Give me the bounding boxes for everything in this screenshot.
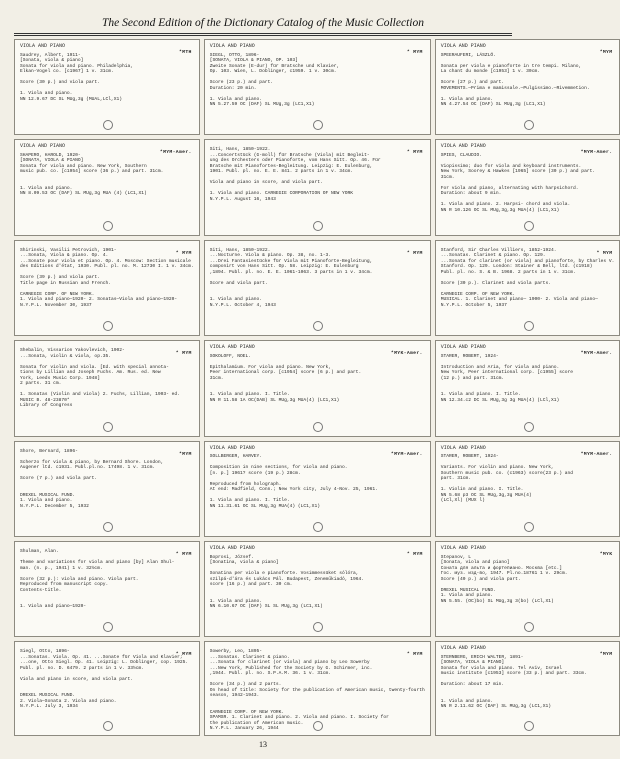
card-line: [SONATA, VIOLA & PIANO] xyxy=(20,158,84,164)
card-line: ...Concertstück (G-moll) für Bratsche (Viola) mit Begleit- xyxy=(209,152,370,158)
card-line: Theme and variations for viola and piano [by] Alan Shul- xyxy=(20,560,175,566)
card-line: [Sonatina, viola & piano] xyxy=(209,560,279,566)
card-call-number: * MYM xyxy=(406,250,423,256)
card-punch-hole xyxy=(103,721,113,731)
card-call-number: *MYM-Amer. xyxy=(159,150,192,156)
card-punch-hole xyxy=(313,622,323,632)
card-punch-hole xyxy=(524,321,534,331)
catalog-card xyxy=(204,240,431,336)
card-punch-hole xyxy=(103,321,113,331)
card-line: Viola and piano in score, and viola part. xyxy=(20,676,134,682)
card-punch-hole xyxy=(524,221,534,231)
card-line: NN 6.10.67 OC (DAF) SL SL MUg,3g (LC1,X1) xyxy=(209,604,323,610)
card-line: Score (30 p.) and viola part. xyxy=(20,80,100,85)
catalog-card xyxy=(435,240,620,336)
card-line: On head of title: Society for the publication of American music, twenty-fourth xyxy=(209,687,425,693)
card-line: ...one, Otto Siegl. Op. 41. Leipzig: L. Doblinger, cop. 1925. xyxy=(20,660,189,666)
card-line: music pub. co. [c1954] score (36 p.) and part. 31cm. xyxy=(20,169,164,175)
card-line: ...Sonate pour viola et piano. Op. 4. Moscow: Section musicale xyxy=(20,258,191,264)
card-line: [n. p.] 1961? score (19 p.) 28cm. xyxy=(209,470,301,476)
card-body xyxy=(210,354,425,404)
card-line: Shulman, Alan. xyxy=(20,549,59,555)
card-line: NN 5.27.59 OC (DAF) SL MUg,3g (LC1,X1) xyxy=(209,102,315,107)
card-line: Augener ltd. c1931. Publ.pl.no. 17498. 1 v. 31cm. xyxy=(20,465,156,471)
card-line: [SONATA, VIOLA & PIANO] xyxy=(440,660,505,666)
card-body xyxy=(20,348,194,409)
card-punch-hole xyxy=(103,120,113,130)
card-line: 1. Sonatas (Violin and viola) 2. Fuchs, Lillian, 1903- ed. xyxy=(20,392,180,398)
card-line: MUSIC B. 48-23870* xyxy=(20,397,70,403)
card-line: componirt von Hans Sitt. Op. 58. Leipzig: E. Eulenburg xyxy=(209,264,359,270)
card-line: 1. Viola and piano. xyxy=(440,593,494,599)
card-line: 1901. Publ. pl. no. E. E. 841. 2 parts in 1 v. 34cm. xyxy=(209,169,354,175)
card-line: szilpá-d'ára és Lukács Pál. Budapest, Zeneműkiadó, 1964. xyxy=(209,576,365,582)
card-line: Shore, Bernard, 1896- xyxy=(20,448,78,454)
card-heading: VIOLA AND PIANO xyxy=(440,143,486,150)
card-line: Siegl, Otto, 1896- xyxy=(20,649,70,655)
card-line: NN R 11.58 1A OC(DAB) SL MUg,3g MUA(4) (LC1,X1) xyxy=(209,397,340,403)
card-line: Introduction and Aria, for viola and piano. xyxy=(440,364,560,370)
card-line: CARNEGIE CORP. OF NEW YORK. xyxy=(209,709,285,715)
card-line: music institute [c1953] score (33 p.) and part. 33cm. xyxy=(440,671,587,677)
card-body xyxy=(210,555,425,610)
card-line: [Sonata, viola and piano] xyxy=(440,560,510,566)
card-line: NN 4.27.54 OC (DAF) SL MUg,3g (LC1,X1) xyxy=(440,102,546,107)
card-line: ...Sonatas. Clarinet & piano. xyxy=(209,654,290,660)
card-call-number: * MYM xyxy=(175,351,192,357)
card-line: N.Y.P.L. January 26, 1944 xyxy=(209,726,279,732)
card-line: Sonata per viola e pianoforte in tre tempi. Milano, xyxy=(440,63,582,69)
card-punch-hole xyxy=(313,221,323,231)
card-punch-hole xyxy=(103,622,113,632)
card-call-number: *MYM-Amer. xyxy=(580,451,613,457)
card-line: ...Sonatas. Viola. Op. 41. ...Sonate für Viola und Klavier; xyxy=(20,654,183,660)
page-header: The Second Edition of the Dictionary Catalog of the Music Collection xyxy=(102,17,424,29)
catalog-card xyxy=(14,441,200,537)
card-punch-hole xyxy=(524,422,534,432)
card-line: STERNBERG, ERICH WALTER, 1891- xyxy=(440,654,524,660)
card-line: Title page in Russian and French. xyxy=(20,280,111,286)
card-heading: VIOLA AND PIANO xyxy=(20,143,66,150)
card-line: CARNEGIE CORP. OF NEW YORK. xyxy=(20,291,95,297)
card-line: 31cm. xyxy=(209,375,224,381)
card-body xyxy=(441,655,615,710)
card-line: NN R 2.11.62 OC (DAF) SL MUg,3g (LC1,X1) xyxy=(440,704,551,710)
card-body xyxy=(20,53,194,103)
catalog-card xyxy=(14,541,200,637)
card-line: DREXEL MUSICAL FUND. xyxy=(440,587,496,593)
card-line: Viola and piano in score, and viola part. xyxy=(209,180,323,186)
card-line: Score and viola part. xyxy=(209,280,268,286)
card-line: MOVEMENTS.—Prima e mamissale.—Pulgissimo.—Rivemmetion. xyxy=(440,85,590,91)
card-body xyxy=(441,248,615,309)
card-line: season, 1942-1943. xyxy=(209,693,260,699)
card-line: 1. Viola and piano—1920- 2. Sonatas—Viola and piano—1920- xyxy=(20,297,178,303)
catalog-card xyxy=(14,240,200,336)
card-line: Bratsche mit Pianofortes-Begleitung. Leipzig: E. Eulenburg, xyxy=(209,163,373,169)
card-call-number: *MYM xyxy=(178,451,192,457)
catalog-card xyxy=(14,39,200,135)
card-line: Siti, Hans, 1850-1922. xyxy=(209,147,271,153)
card-line: Sonata for viola and piano. New York, Southern xyxy=(20,163,147,169)
card-punch-hole xyxy=(103,221,113,231)
catalog-card xyxy=(435,541,620,637)
card-line: New York, Soorey & Hawkes [1965] score (30 p.) and part. xyxy=(440,169,596,175)
card-line: des Editions d'état, 1930. Publ. pl. no. M. 12730 I. 1 v. 34cm. xyxy=(20,264,194,270)
card-heading: VIOLA AND PIANO xyxy=(440,344,486,351)
card-call-number: *MYM-Amer. xyxy=(390,451,423,457)
card-call-number: *MYK-Amer. xyxy=(390,351,423,357)
card-line: ,1894. Publ. pl. no. E. E. 1061-1063. 3 parts in 1 v. 34cm. xyxy=(209,269,373,275)
card-line: N.Y.P.L. November 30, 1937 xyxy=(20,302,92,308)
card-line: Shirinski, Vasilii Petrovich, 1901- xyxy=(20,247,117,253)
card-line: CARNEGIE CORP. OF NEW YORK. xyxy=(440,291,516,297)
card-line: 1. Viola and piano. xyxy=(440,698,494,704)
card-line: 1. Viola and piano. I. Title. xyxy=(209,392,290,398)
card-line: NN 8.09.53 OC (DAF) SL MUg,3g MUA (4) (LC1,X1) xyxy=(20,191,147,197)
catalog-card xyxy=(204,340,431,436)
card-line: 1. Viola and piano. I. Title. xyxy=(440,392,521,398)
card-line: Shebalin, Vissarion Yakovlevich, 1902- xyxy=(20,348,125,354)
card-line: Peer international corp. [c1954] score (6 p.) and part. xyxy=(209,370,362,376)
card-body xyxy=(210,147,425,202)
card-body xyxy=(210,248,425,309)
card-body xyxy=(441,53,615,108)
card-heading: VIOLA AND PIANO xyxy=(209,344,255,351)
card-punch-hole xyxy=(103,522,113,532)
card-call-number: * MYM xyxy=(175,552,192,558)
card-line: the publication of American music. xyxy=(209,720,304,726)
catalog-card-grid xyxy=(14,39,615,736)
card-line: ...Sonata, Viola & piano. Op. 4. xyxy=(20,253,109,259)
card-line: 1. Viola and piano—1920- xyxy=(20,604,87,610)
card-line: Duration: 20 min. xyxy=(209,85,257,91)
card-line: 1. Viola and piano. xyxy=(20,498,73,504)
card-line: Saudrey, Albert, 1911- xyxy=(20,52,81,58)
card-heading: VIOLA AND PIANO xyxy=(20,43,66,49)
card-line: Siti, Hans, 1850-1922. xyxy=(209,247,271,253)
card-line: Southern music pub. co. (c1963) score(23 p.) and xyxy=(440,470,574,476)
card-line: La chant du monde [c1953] 1 v. 30cm. xyxy=(440,69,540,74)
card-call-number: * MYM xyxy=(596,250,613,256)
card-line: Scherzo for viola & piano, by Bernard Shore. London, xyxy=(20,459,164,465)
card-body xyxy=(441,153,615,214)
card-line: NN 12.34.c2 DC SL MUg,3g 3g MUA(4) (LCl,X1) xyxy=(440,397,560,403)
card-line: NN 5.55. (OC)bo) SL MUg,3g 3(bo) (LCl,X1) xyxy=(440,598,554,604)
card-line: Sonata for violin and viola. [Ed. with special annota- xyxy=(20,364,169,370)
card-body xyxy=(20,153,194,197)
card-line: ...Sonata for clarinet (or viola) and piano by Leo Sowerby xyxy=(209,660,370,666)
card-line: ...New York, Published for the Society by G. Schirmer, inc. xyxy=(209,665,373,671)
card-line: SPEERAUFERI, LÁSZLÓ. xyxy=(440,52,496,58)
card-line: Score (40 p.) and viola part. xyxy=(440,576,521,582)
card-line: 1. Violin and piano. I. Title. xyxy=(440,487,524,493)
card-line: (LCl,Xl) (MUX l) xyxy=(440,498,485,504)
card-line: Reproduced from holograph. xyxy=(209,481,282,487)
card-line: 1. Viola and piano. xyxy=(209,598,263,604)
card-line: SPAMSR. 1. Clarinet and piano. 2. Viola and piano. I. Society for xyxy=(209,715,389,721)
card-line: Variants. For violin and piano. New York, xyxy=(440,465,554,471)
card-line: Publ. pl. no. D. 6479. 2 parts in 1 v. 33½cm. xyxy=(20,665,145,671)
header-rule-top xyxy=(14,33,512,34)
card-line: ...Sonata for clarinet (or viola) and pianoforte, by Charles V. xyxy=(440,258,615,264)
card-line: New York, Peer international corp. [c1955] score xyxy=(440,370,574,376)
catalog-card xyxy=(204,641,431,736)
card-line: Score (27 p.) and part. xyxy=(440,80,505,85)
card-line: 2 parts. 31 cm. xyxy=(20,381,62,387)
card-line: 1. Viola and piano. xyxy=(440,96,494,102)
card-punch-hole xyxy=(313,120,323,130)
card-line: Score (39 p.) and viola part. xyxy=(20,275,100,281)
card-line: 31cm. xyxy=(440,174,455,180)
card-line: MUSICAL. 1. Clarinet and piano— 1900- 2. Viola and piano— xyxy=(440,297,598,303)
card-line: score (16 p.) and part. 30 cm. xyxy=(209,582,293,588)
card-heading: VIOLA AND PIANO xyxy=(440,545,486,552)
card-line: Sonata for viola and piano. Tel Aviv, Israel xyxy=(440,665,563,671)
card-line: Contents-title. xyxy=(20,587,62,593)
card-line: Publ. pl. no. S. & B. 1968. 2 parts in 1 v. 31cm. xyxy=(440,269,576,275)
card-line: man. (n. p., 1941) 1 v. 32½cm. xyxy=(20,565,103,571)
card-heading: VIOLA AND PIANO xyxy=(209,545,255,552)
card-line: ung des Orchesters oder Pianoforte, vom Hans Sitt. Op. 46. Für xyxy=(209,158,381,164)
card-line: 1. Viola and piano. xyxy=(209,297,263,303)
catalog-card xyxy=(204,39,431,135)
card-line: ...Drei Fantasiestücke für Viola mit Pianoforte-Begleitung, xyxy=(209,258,373,264)
card-body xyxy=(20,449,194,510)
card-punch-hole xyxy=(524,721,534,731)
card-line: 2. Viola—Sonata 2. Viola and piano. xyxy=(20,698,117,704)
card-punch-hole xyxy=(313,321,323,331)
card-body xyxy=(441,354,615,404)
card-punch-hole xyxy=(313,522,323,532)
catalog-card xyxy=(204,541,431,637)
card-line: ...Sonata, violin & viola, op.35. xyxy=(20,353,111,359)
card-line: NN 11.31.61 OC SL MUg,3g MUA(4) (LC1,X1) xyxy=(209,503,320,509)
card-line: Duration: about 17 min. xyxy=(440,682,505,688)
card-line: SOLLBERGER, HARVEY. xyxy=(209,454,263,460)
card-line: Sonata for viola and piano. Philadelphia, xyxy=(20,63,134,69)
card-line: N.Y.P.L. December 5, 1932 xyxy=(20,503,89,509)
card-line: part. 31cm. xyxy=(440,476,472,482)
card-line: Duration: about 9 min. xyxy=(440,191,502,197)
card-body xyxy=(20,549,194,610)
card-punch-hole xyxy=(524,120,534,130)
card-line: 1. Viola and piano. 2. Harpsi- chord and viola. xyxy=(440,202,571,208)
card-body xyxy=(440,451,615,504)
card-heading: VIOLA AND PIANO xyxy=(209,444,255,451)
card-line: Reproduced from manuscript copy. xyxy=(20,582,109,588)
card-heading: VIOLA AND PIANO xyxy=(440,645,486,652)
card-line: Гос. муз. изд-во, 1947. Pl.no.18761 1 v. 29cm. xyxy=(440,571,568,577)
card-line: SHAPERO, HAROLD, 1920- xyxy=(20,152,81,158)
catalog-card xyxy=(435,139,620,235)
card-body xyxy=(20,248,194,309)
card-line: Sonatina per viola e pianoforte. Vosimmessüket sólóra, xyxy=(209,571,359,577)
card-line: Score (23 p.) and part. xyxy=(209,80,274,85)
card-line: N.Y.P.L. October 5, 1937 xyxy=(440,302,507,308)
card-line: 1. Viola and piano. I. Title. xyxy=(209,498,290,504)
card-body xyxy=(20,649,194,710)
card-body xyxy=(210,53,425,108)
card-call-number: * MYM xyxy=(406,652,423,658)
card-heading: VIOLA AND PIANO xyxy=(209,43,255,49)
card-line: DREXEL MUSICAL FUND. xyxy=(20,693,76,699)
catalog-card xyxy=(435,340,620,436)
card-punch-hole xyxy=(524,622,534,632)
card-line: Stanford, Sir Charles Villiers, 1852-1924. xyxy=(440,247,557,253)
card-call-number: *MYM-Amer. xyxy=(580,150,613,156)
card-line: ...Sonatas. Clarinet & piano. Op. 129. xyxy=(440,253,546,259)
catalog-card xyxy=(14,641,200,736)
card-line: Epithalamium. For viola and piano. New York, xyxy=(209,364,331,370)
card-line: (12 p.) and part. 31cm. xyxy=(440,375,505,381)
card-line: Elkan-Vogel co. [c1967] 1 v. 31cm. xyxy=(20,69,114,74)
card-line: 1. Viola and piano. CARNEGIE CORPORATION OF NEW YORK xyxy=(209,191,354,197)
catalog-card xyxy=(435,441,620,537)
page-number: 13 xyxy=(259,740,267,749)
card-call-number: *MYK xyxy=(599,552,613,558)
card-call-number: * MYM xyxy=(406,50,423,55)
card-line: NN R 10.126 OC SL MUg,3g,3g MUA(4) (LC1,X1) xyxy=(440,207,560,213)
card-line: Op. 103. Wien, L. Doblinger, c1959. 1 v. 30cm. xyxy=(209,69,337,74)
catalog-card xyxy=(204,139,431,235)
card-line: Boprosi, József. xyxy=(209,554,254,560)
card-line: 1. Viola and piano. xyxy=(20,91,73,96)
card-line: Stepanov, L xyxy=(440,554,472,560)
card-line: Composition in nine sections, for viola and piano. xyxy=(209,465,348,471)
card-call-number: * MYM xyxy=(175,652,192,658)
card-line: Zweite Sonate (E-dur) für Bratsche und Klavier, xyxy=(209,63,340,69)
card-line: STARER, ROBERT, 1924- xyxy=(440,353,499,359)
card-call-number: *MTH xyxy=(178,50,192,55)
card-line: Score (34 p.) and 2 parts. xyxy=(209,682,282,688)
card-line: N.Y.P.L. October 4, 1943 xyxy=(209,302,276,308)
card-punch-hole xyxy=(103,422,113,432)
card-heading: VIOLA AND PIANO xyxy=(440,43,486,49)
header-rule-bottom xyxy=(14,35,512,36)
card-line: Stanford. Op. 129. London: Stainer & Bell, ltd. (c1918) xyxy=(440,264,593,270)
card-line: Сонатa для альта и фортепиано. Москва [etc.] xyxy=(440,565,563,571)
card-body xyxy=(210,649,425,732)
card-line: [SONATA, VIOLA & PIANO, OP. 103] xyxy=(209,58,298,63)
card-line: Score (7 p.) and viola part. xyxy=(20,476,98,482)
card-call-number: * MYM xyxy=(406,552,423,558)
card-line: NN 12.9.67 DC SL MUg,3g (MUAL,LCl,X1) xyxy=(20,96,122,102)
card-line: Library of Congress xyxy=(20,403,73,409)
card-body xyxy=(441,555,615,605)
card-line: [Sonata, viola & piano] xyxy=(20,58,84,63)
catalog-card xyxy=(435,641,620,736)
card-call-number: * MYM xyxy=(175,250,192,256)
card-body xyxy=(209,451,425,509)
catalog-card xyxy=(14,340,200,436)
card-line: At end: Madfield, Conn.; New York city, July 4-Nov. 25, 1961. xyxy=(209,487,378,493)
card-punch-hole xyxy=(313,422,323,432)
card-call-number: *MYM xyxy=(599,652,613,658)
card-line: SIEGL, OTTO, 1896- xyxy=(209,52,260,58)
card-line: ...Nocturne. Viola & piano. Op. 38, no. 1-3. xyxy=(209,253,331,259)
card-line: For viola and piano, alternating with harpsichord. xyxy=(440,185,579,191)
card-line: N.Y.P.L. July 3, 1934 xyxy=(20,704,78,710)
card-line: ,1944. Publ. pl. no. S.P.A.M. 36. 1 v. 31cm. xyxy=(209,671,331,677)
card-line: DREXEL MUSICAL FUND. xyxy=(20,492,76,498)
card-call-number: *MYM-Amer. xyxy=(580,351,613,357)
card-line: York, Leeds Music Corp. 1948] xyxy=(20,375,100,381)
card-line: Score (32 p.): viola and piano. Viola part. xyxy=(20,576,139,582)
catalog-card xyxy=(204,441,431,537)
card-line: STARER, ROBERT, 1924- xyxy=(440,454,499,460)
card-call-number: * MYM xyxy=(406,150,423,156)
card-call-number: *MYM xyxy=(599,50,613,55)
card-line: 1. Viola and piano. xyxy=(209,96,263,102)
card-line: Viopissimo; duo for viola and keyboard instruments. xyxy=(440,163,582,169)
catalog-card xyxy=(14,139,200,235)
card-punch-hole xyxy=(524,522,534,532)
card-line: 1. Viola and piano. xyxy=(20,185,73,191)
card-line: Score (30 p.). Clarinet and viola parts. xyxy=(440,280,551,286)
card-line: SOKOLOFF, NOEL. xyxy=(209,353,252,359)
catalog-card xyxy=(435,39,620,135)
card-heading: VIOLA AND PIANO xyxy=(440,444,486,451)
card-line: Sowerby, Leo, 1895- xyxy=(209,649,263,655)
card-line: tions by Lillian and Joseph Fuchs. Am. Rus. ed. New xyxy=(20,370,161,376)
card-line: N.Y.P.L. August 16, 1943 xyxy=(209,196,276,202)
card-line: NN 5.68 p3 OC SL MUg,3g,3g MUA(4) xyxy=(440,492,532,498)
card-line: SPIES, CLAUDIO. xyxy=(440,152,483,158)
